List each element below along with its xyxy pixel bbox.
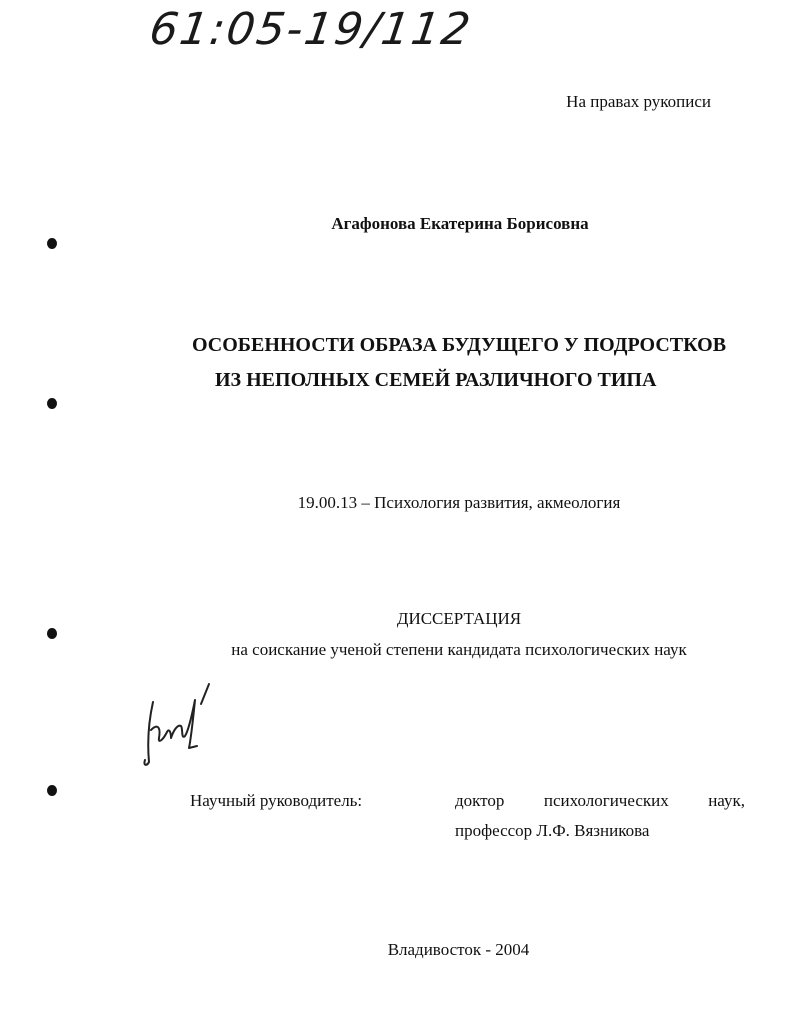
title-line-2: ИЗ НЕПОЛНЫХ СЕМЕЙ РАЗЛИЧНОГО ТИПА — [215, 369, 657, 391]
binder-hole-mark — [47, 238, 57, 249]
supervisor-degree — [455, 791, 745, 811]
city-year: Владивосток - 2004 — [387, 940, 530, 959]
supervisor-degree-word: наук, — [708, 791, 745, 810]
supervisor-label: Научный руководитель: — [190, 791, 363, 810]
supervisor-name: профессор Л.Ф. Вязникова — [455, 821, 650, 840]
supervisor-degree-word: доктор — [455, 791, 505, 810]
supervisor-degree-word: психологических — [543, 791, 669, 810]
rights-notice: На правах рукописи — [566, 92, 711, 111]
specialty-code: 19.00.13 – Психология развития, акмеология — [297, 493, 621, 512]
binder-hole-mark — [47, 628, 57, 639]
handwritten-archive-code: 61:05-19/112 — [146, 4, 476, 55]
degree-statement: на соискание ученой степени кандидата психологических наук — [231, 640, 687, 659]
title-line-1: ОСОБЕННОСТИ ОБРАЗА БУДУЩЕГО У ПОДРОСТКОВ — [191, 334, 727, 356]
author-name: Агафонова Екатерина Борисовна — [331, 214, 589, 233]
handwritten-signature — [135, 680, 225, 770]
binder-hole-mark — [47, 398, 57, 409]
document-type: ДИССЕРТАЦИЯ — [396, 609, 522, 628]
binder-hole-mark — [47, 785, 57, 796]
